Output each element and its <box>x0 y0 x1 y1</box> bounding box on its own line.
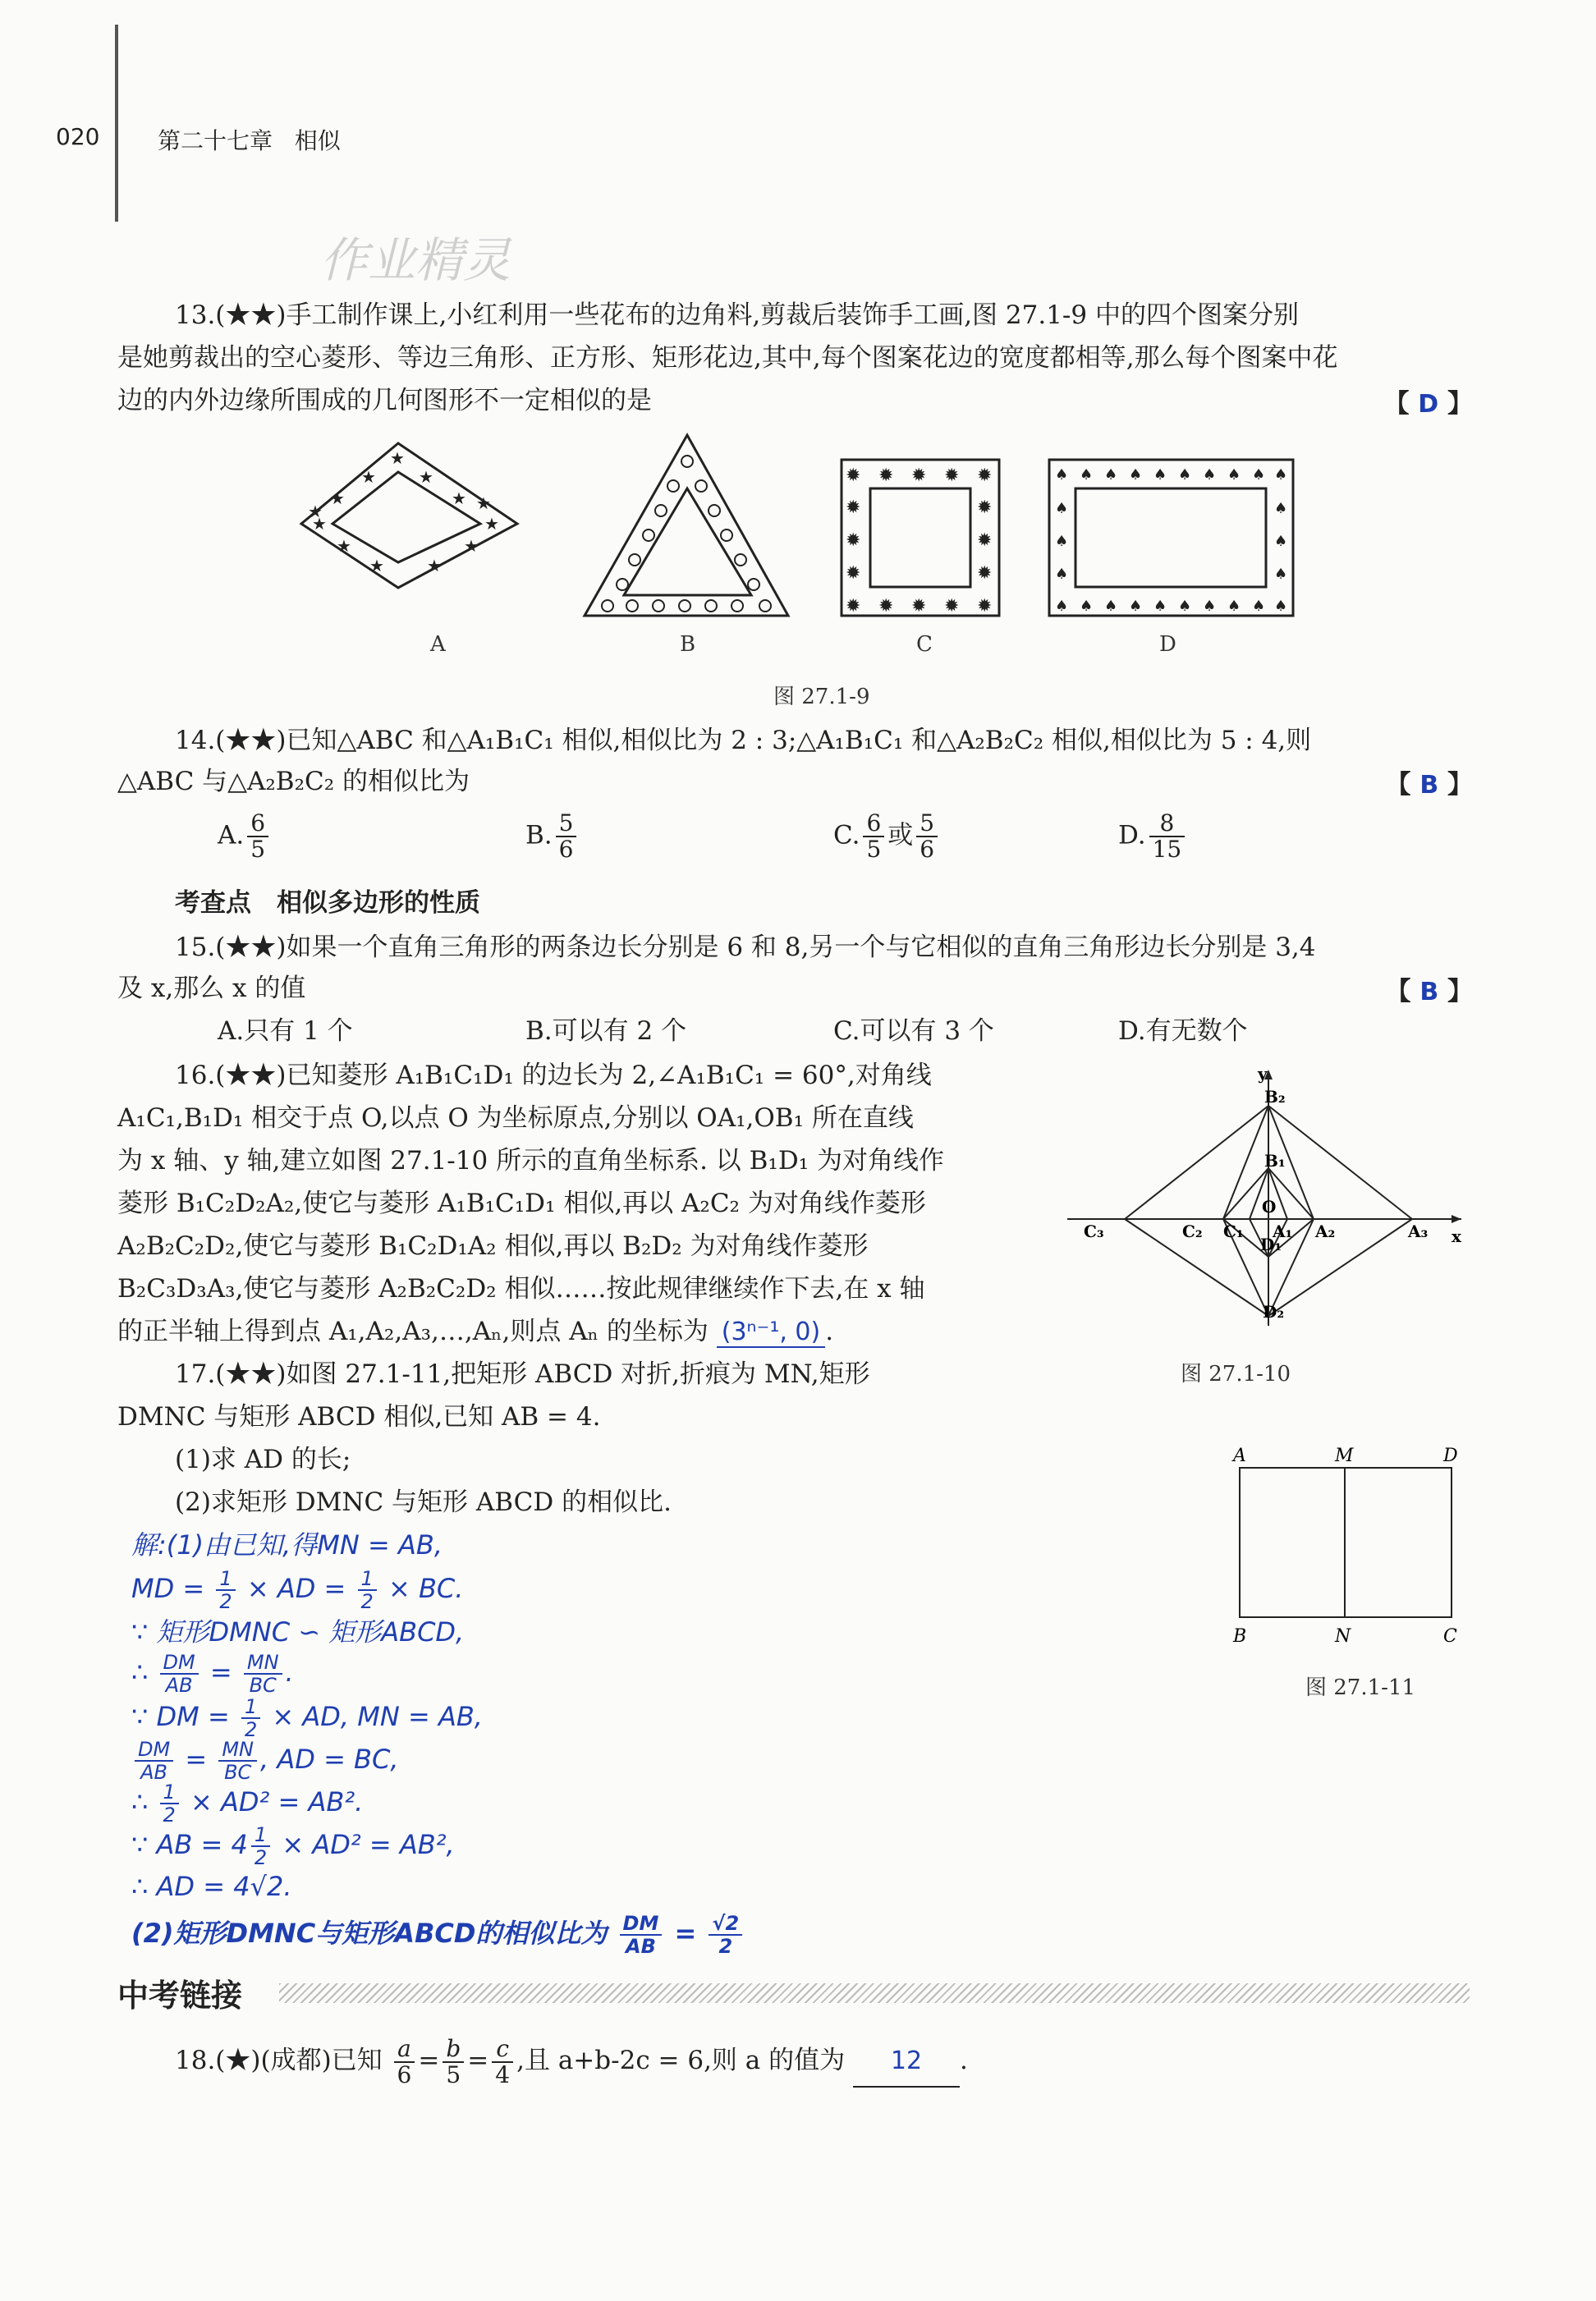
svg-text:♠: ♠ <box>1274 533 1288 550</box>
zhongkao-hatch <box>279 1983 1470 2003</box>
q14-line-2: △ABC 与△A₂B₂C₂ 的相似比为 <box>117 767 470 796</box>
q18-answer: 12 <box>853 2037 960 2088</box>
svg-text:♠: ♠ <box>1203 466 1217 484</box>
svg-text:C: C <box>1443 1626 1457 1647</box>
svg-text:C₃: C₃ <box>1084 1222 1104 1241</box>
svg-text:★: ★ <box>419 467 433 487</box>
q17-figure <box>1223 1438 1470 1652</box>
svg-text:♠: ♠ <box>1252 466 1266 484</box>
svg-text:♠: ♠ <box>1274 598 1288 615</box>
svg-text:✹: ✹ <box>846 465 861 486</box>
svg-text:✹: ✹ <box>977 465 993 486</box>
q16-line-7: 的正半轴上得到点 A₁,A₂,A₃,…,Aₙ,则点 Aₙ 的坐标为 (3ⁿ⁻¹, 0) . <box>117 1317 834 1346</box>
svg-text:♠: ♠ <box>1153 598 1167 615</box>
svg-text:✹: ✹ <box>977 596 993 617</box>
figure-label-c: C <box>916 632 933 657</box>
svg-text:✹: ✹ <box>977 530 993 551</box>
header-rule <box>115 25 118 222</box>
q13-caption: 图 27.1-9 <box>773 685 870 709</box>
svg-text:D: D <box>1443 1446 1458 1466</box>
svg-text:D₂: D₂ <box>1263 1302 1285 1322</box>
chapter-title <box>158 123 341 156</box>
q15-line-2: 及 x,那么 x 的值 <box>117 974 306 1003</box>
svg-text:C₂: C₂ <box>1182 1222 1203 1241</box>
svg-text:♠: ♠ <box>1153 466 1167 484</box>
svg-text:A₂: A₂ <box>1315 1222 1336 1241</box>
solution-line-10: (2)矩形DMNC与矩形ABCD的相似比为 $\frac{DM}{AB}$ = $\frac{√2}{2}$ <box>131 1913 745 1957</box>
q16-line-1: 16.(★★)已知菱形 A₁B₁C₁D₁ 的边长为 2,∠A₁B₁C₁ = 60°,对角线 <box>175 1061 932 1090</box>
svg-text:A: A <box>1233 1446 1246 1466</box>
svg-text:★: ★ <box>427 556 442 575</box>
svg-text:♠: ♠ <box>1104 466 1118 484</box>
svg-text:★: ★ <box>452 488 466 508</box>
svg-text:♠: ♠ <box>1274 500 1288 517</box>
svg-text:♠: ♠ <box>1252 598 1266 615</box>
svg-text:M: M <box>1335 1446 1354 1466</box>
chapter-number: 第二十七章 <box>158 127 273 154</box>
q15-line-1: 15.(★★)如果一个直角三角形的两条边长分别是 6 和 8,另一个与它相似的直角三角形边长分别是 3,4 <box>175 933 1316 962</box>
figure-d-rectangle <box>1049 460 1293 616</box>
q16-caption: 图 27.1-10 <box>1181 1362 1291 1387</box>
svg-text:★: ★ <box>308 502 323 521</box>
svg-text:♠: ♠ <box>1227 466 1241 484</box>
svg-text:♠: ♠ <box>1055 466 1069 484</box>
q14-answer: B <box>1419 771 1439 800</box>
q15-option-c: C.可以有 3 个 <box>833 1016 994 1046</box>
svg-text:★: ★ <box>464 536 479 556</box>
svg-text:♠: ♠ <box>1227 598 1241 615</box>
svg-text:★: ★ <box>484 514 499 534</box>
q15-answer-bracket: 【 B 】 <box>1385 977 1473 1006</box>
q14-option-c: C. $\frac{6}{5}$ 或 $\frac{5}{6}$ <box>833 811 941 862</box>
svg-text:B₁: B₁ <box>1264 1151 1286 1171</box>
svg-text:♠: ♠ <box>1178 466 1192 484</box>
svg-text:✹: ✹ <box>878 596 894 617</box>
solution-line-3: ∵ 矩形DMNC ∽ 矩形ABCD, <box>131 1616 465 1648</box>
svg-text:B₂: B₂ <box>1264 1087 1286 1107</box>
zhongkao-title: 中考链接 <box>117 1978 243 2014</box>
svg-text:♠: ♠ <box>1055 500 1069 517</box>
q14-answer-bracket: 【 B 】 <box>1385 770 1473 800</box>
svg-text:✹: ✹ <box>878 465 894 486</box>
q18-line: 18.(★)(成都)已知 $\frac{a}{6}$ = $\frac{b}{5}$ = $\frac{c}{4}$ ,且 a+b-2c = 6,则 a 的值为 12 . <box>175 2034 968 2088</box>
q13-line-3: 边的内外边缘所围成的几何图形不一定相似的是 <box>117 386 652 415</box>
q15-option-a: A.只有 1 个 <box>218 1016 353 1046</box>
svg-text:♠: ♠ <box>1055 598 1069 615</box>
svg-text:♠: ♠ <box>1055 566 1069 583</box>
svg-text:✹: ✹ <box>911 465 927 486</box>
q17-line-2: DMNC 与矩形 ABCD 相似,已知 AB = 4. <box>117 1402 601 1432</box>
svg-text:♠: ♠ <box>1104 598 1118 615</box>
solution-line-2: MD = $\frac{1}{2}$ × AD = $\frac{1}{2}$ × BC. <box>131 1567 464 1613</box>
q17-line-3: (1)求 AD 的长; <box>175 1445 351 1474</box>
svg-text:★: ★ <box>476 493 491 513</box>
q13-figures <box>279 427 1346 632</box>
svg-text:♠: ♠ <box>1274 466 1288 484</box>
svg-text:♠: ♠ <box>1129 598 1143 615</box>
q14-option-a: A. $\frac{6}{5}$ <box>218 811 272 862</box>
svg-text:★: ★ <box>330 488 345 508</box>
q16-line-5: A₂B₂C₂D₂,使它与菱形 B₁C₂D₁A₂ 相似,再以 B₂D₂ 为对角线作菱形 <box>117 1231 869 1261</box>
svg-text:★: ★ <box>337 536 351 556</box>
svg-text:A₃: A₃ <box>1408 1222 1429 1241</box>
svg-text:♠: ♠ <box>1203 598 1217 615</box>
svg-text:★: ★ <box>390 448 405 468</box>
figure-label-b: B <box>680 632 696 657</box>
svg-text:★: ★ <box>369 556 384 575</box>
svg-text:A₁: A₁ <box>1273 1222 1293 1241</box>
svg-text:♠: ♠ <box>1129 466 1143 484</box>
svg-text:♠: ♠ <box>1080 466 1094 484</box>
svg-text:♠: ♠ <box>1080 598 1094 615</box>
svg-text:✹: ✹ <box>846 497 861 518</box>
solution-line-4: ∴ $\frac{DM}{AB}$ = $\frac{MN}{BC}$ . <box>131 1651 294 1697</box>
svg-text:★: ★ <box>361 467 376 487</box>
svg-text:D₁: D₁ <box>1260 1235 1282 1254</box>
svg-text:✹: ✹ <box>846 530 861 551</box>
solution-line-7: ∴ $\frac{1}{2}$ × AD² = AB². <box>131 1781 364 1827</box>
svg-text:B: B <box>1233 1626 1247 1647</box>
q16-line-2: A₁C₁,B₁D₁ 相交于点 O,以点 O 为坐标原点,分别以 OA₁,OB₁ 所在直线 <box>117 1103 914 1133</box>
svg-text:✹: ✹ <box>944 596 960 617</box>
chapter-topic: 相似 <box>294 127 341 154</box>
svg-text:✹: ✹ <box>977 497 993 518</box>
q17-caption: 图 27.1-11 <box>1305 1675 1416 1700</box>
figure-c-square <box>842 460 999 617</box>
solution-line-5: ∵ DM = $\frac{1}{2}$ × AD, MN = AB, <box>131 1695 483 1741</box>
svg-text:✹: ✹ <box>846 563 861 584</box>
q16-line-4: 菱形 B₁C₂D₂A₂,使它与菱形 A₁B₁C₁D₁ 相似,再以 A₂C₂ 为对角线作菱形 <box>117 1189 926 1218</box>
svg-text:✹: ✹ <box>911 596 927 617</box>
solution-line-6: $\frac{DM}{AB}$ = $\frac{MN}{BC}$ , AD = BC, <box>131 1739 399 1783</box>
q15-answer: B <box>1419 978 1439 1006</box>
q15-option-b: B.可以有 2 个 <box>525 1016 687 1046</box>
svg-text:♠: ♠ <box>1055 533 1069 550</box>
q13-answer-bracket: 【 D 】 <box>1383 389 1473 419</box>
svg-text:x: x <box>1452 1226 1461 1246</box>
svg-text:O: O <box>1262 1197 1277 1217</box>
solution-line-9: ∴ AD = 4√2. <box>131 1871 292 1902</box>
q16-line-3: 为 x 轴、y 轴,建立如图 27.1-10 所示的直角坐标系. 以 B₁D₁ 为对角线作 <box>117 1146 944 1176</box>
section-title: 考查点 相似多边形的性质 <box>175 888 480 918</box>
svg-text:♠: ♠ <box>1274 566 1288 583</box>
q13-answer: D <box>1418 390 1439 419</box>
q14-line-1: 14.(★★)已知△ABC 和△A₁B₁C₁ 相似,相似比为 2 : 3;△A₁B₁C₁ 和△A₂B₂C₂ 相似,相似比为 5 : 4,则 <box>175 726 1312 755</box>
page-number: 020 <box>56 123 100 150</box>
solution-line-8: ∵ AB = 4 $\frac{1}{2}$ × AD² = AB², <box>131 1823 455 1869</box>
q16-answer: (3ⁿ⁻¹, 0) <box>717 1318 825 1348</box>
q13-line-2: 是她剪裁出的空心菱形、等边三角形、正方形、矩形花边,其中,每个图案花边的宽度都相等,那么每个图案中花 <box>117 343 1338 373</box>
svg-text:★: ★ <box>312 514 327 534</box>
q14-option-d: D. $\frac{8}{15}$ <box>1118 811 1188 862</box>
figure-label-d: D <box>1159 632 1176 657</box>
q16-line-6: B₂C₃D₃A₃,使它与菱形 A₂B₂C₂D₂ 相似……按此规律继续作下去,在 x 轴 <box>117 1274 925 1304</box>
svg-text:♠: ♠ <box>1178 598 1192 615</box>
svg-text:C₁: C₁ <box>1223 1222 1244 1241</box>
watermark: 作业精灵 <box>320 232 511 288</box>
svg-text:✹: ✹ <box>846 596 861 617</box>
svg-text:N: N <box>1335 1626 1351 1647</box>
figure-b-triangle <box>585 435 788 616</box>
svg-text:✹: ✹ <box>977 563 993 584</box>
figure-label-a: A <box>430 632 446 657</box>
figure-a-rhombus <box>301 443 517 588</box>
q17-line-1: 17.(★★)如图 27.1-11,把矩形 ABCD 对折,折痕为 MN,矩形 <box>175 1359 870 1389</box>
q14-option-b: B. $\frac{5}{6}$ <box>525 811 580 862</box>
q16-figure <box>1067 1055 1478 1334</box>
svg-text:✹: ✹ <box>944 465 960 486</box>
q17-line-4: (2)求矩形 DMNC 与矩形 ABCD 的相似比. <box>175 1487 672 1517</box>
q15-option-d: D.有无数个 <box>1118 1016 1248 1046</box>
svg-text:y: y <box>1258 1064 1268 1084</box>
solution-line-1: 解:(1)由已知,得MN = AB, <box>131 1529 443 1561</box>
q13-line-1: 13.(★★)手工制作课上,小红利用一些花布的边角料,剪裁后装饰手工画,图 27.1-9 中的四个图案分别 <box>175 300 1299 330</box>
